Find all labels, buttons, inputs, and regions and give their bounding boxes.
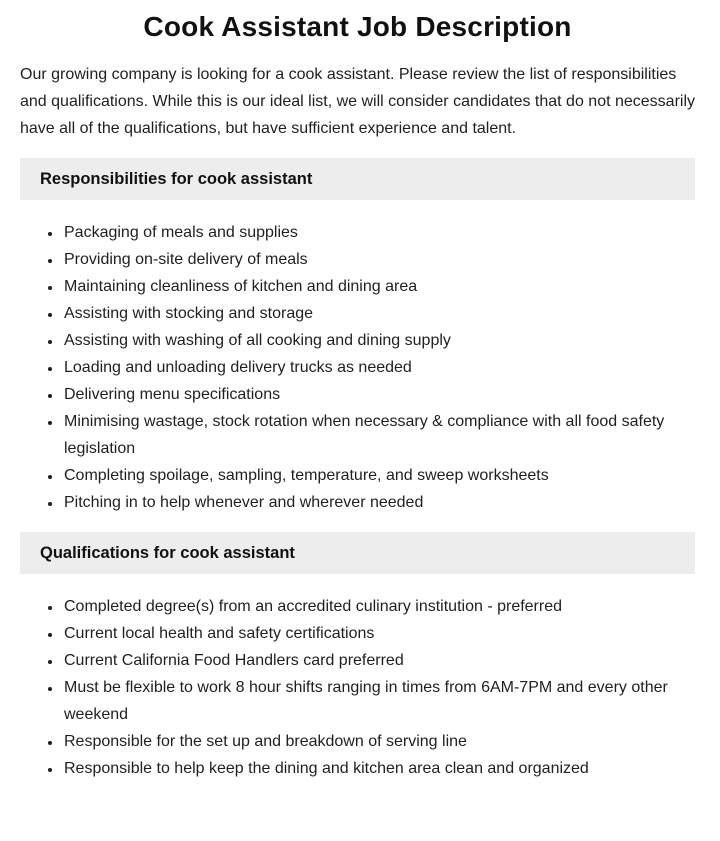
- list-item: • Responsible for the set up and breakdown of serving line: [62, 728, 695, 755]
- list-item: • Current local health and safety certifications: [62, 620, 695, 647]
- list-item: • Completed degree(s) from an accredited culinary institution - preferred: [62, 593, 695, 620]
- section: [20, 532, 695, 782]
- list-item: • Assisting with washing of all cooking and dining supply: [62, 327, 695, 354]
- list-item: • Current California Food Handlers card preferred: [62, 647, 695, 674]
- intro-paragraph: Our growing company is looking for a cook assistant. Please review the list of responsibilities and qualifications. While this is our ideal list, we will consider candidates that do not necessarily have all of the qualifications, but have sufficient experience and talent.: [20, 66, 696, 137]
- list-item: • Delivering menu specifications: [62, 381, 695, 408]
- list-item: • Responsible to help keep the dining and kitchen area clean and organized: [62, 755, 695, 782]
- list-item: • Assisting with stocking and storage: [62, 300, 695, 327]
- section-heading: Qualifications for cook assistant: [20, 532, 695, 574]
- list-item: • Maintaining cleanliness of kitchen and dining area: [62, 273, 695, 300]
- list-item: • Pitching in to help whenever and wherever needed: [62, 489, 695, 516]
- bullet-list: [20, 593, 695, 782]
- bullet-list: [20, 219, 695, 516]
- page-title: Cook Assistant Job Description: [143, 11, 572, 42]
- sections-container: [20, 158, 695, 782]
- section: [20, 158, 695, 516]
- list-item: • Minimising wastage, stock rotation when necessary & compliance with all food safety legislation: [62, 408, 695, 462]
- list-item: • Packaging of meals and supplies: [62, 219, 695, 246]
- section-heading: Responsibilities for cook assistant: [20, 158, 695, 200]
- list-item: • Providing on-site delivery of meals: [62, 246, 695, 273]
- list-item: • Loading and unloading delivery trucks as needed: [62, 354, 695, 381]
- list-item: • Completing spoilage, sampling, temperature, and sweep worksheets: [62, 462, 695, 489]
- list-item: • Must be flexible to work 8 hour shifts ranging in times from 6AM-7PM and every other weekend: [62, 674, 695, 728]
